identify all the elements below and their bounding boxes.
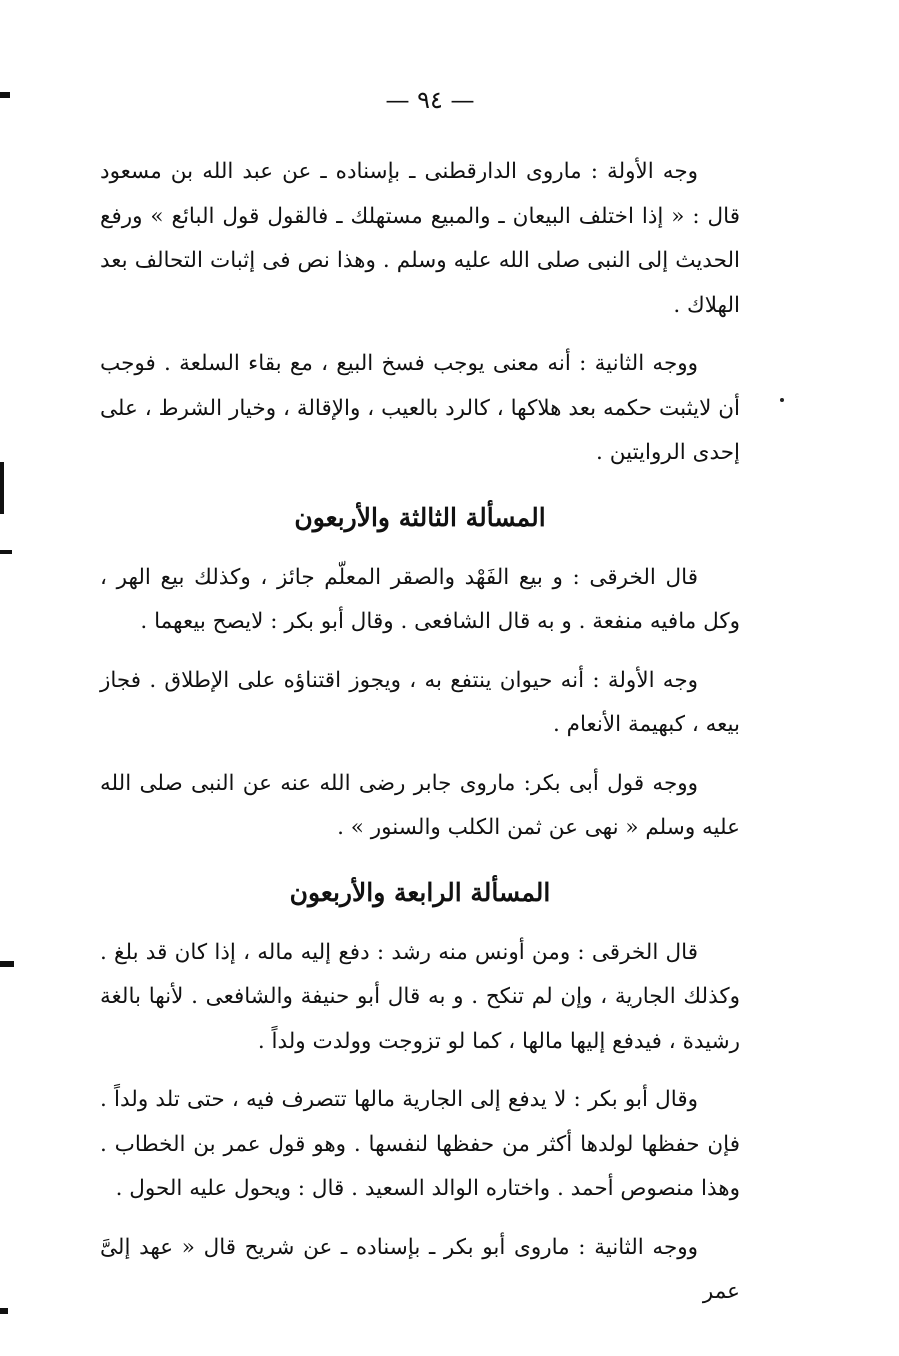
paragraph — [100, 150, 740, 328]
paragraph — [100, 931, 740, 1065]
paragraph-text: وجه الأولة : أنه حيوان ينتفع به ، ويجوز اقتناؤه على الإطلاق . فجاز بيعه ، كبهيمة الأنعام . — [100, 667, 740, 737]
paragraph-text: ووجه الثانية : ماروى أبو بكر ـ بإسناده ـ عن شريح قال « عهد إلىَّ عمر — [100, 1234, 740, 1304]
scan-edge-mark — [0, 961, 14, 967]
section-heading: المسألة الرابعة والأربعون — [289, 877, 551, 907]
scan-edge-mark — [0, 550, 12, 554]
paragraph — [100, 556, 740, 645]
paragraph-text: ووجه قول أبى بكر: ماروى جابر رضى الله عنه عن النبى صلى الله عليه وسلم « نهى عن ثمن الكلب والسنور » . — [100, 770, 740, 840]
scan-speck — [780, 398, 784, 402]
paragraph — [100, 1078, 740, 1212]
paragraph-text: وقال أبو بكر : لا يدفع إلى الجارية مالها تتصرف فيه ، حتى تلد ولداً . فإن حفظها لولدها أكثر من حفظها لنفسها . وهو قول عمر بن الخطاب . وهذا منصوص أحمد . واختاره الوالد السعيد . قال : ويحول عليه الحول . — [100, 1087, 740, 1201]
text-column — [100, 150, 740, 1329]
paragraph — [100, 762, 740, 851]
paragraph — [100, 1226, 740, 1315]
paragraph — [100, 342, 740, 476]
paragraph-text: ووجه الثانية : أنه معنى يوجب فسخ البيع ، مع بقاء السلعة . فوجب أن لايثبت حكمه بعد هلاكها ، كالرد بالعيب ، والإقالة ، وخيار الشرط ، على إحدى الروايتين . — [100, 351, 740, 465]
scan-edge-mark — [0, 462, 4, 514]
paragraph-text: قال الخرقى : و بيع الفَهْد والصقر المعلّم جائز ، وكذلك بيع الهر ، وكل مافيه منفعة . و به قال الشافعى . وقال أبو بكر : لايصح بيعهما . — [100, 564, 740, 634]
scan-edge-mark — [0, 92, 10, 98]
page-number: — ٩٤ — — [385, 86, 475, 114]
scan-edge-mark — [0, 1308, 8, 1314]
section-heading: المسألة الثالثة والأربعون — [294, 502, 546, 532]
paragraph-text: قال الخرقى : ومن أونس منه رشد : دفع إليه ماله ، إذا كان قد بلغ . وكذلك الجارية ، وإن لم تنكح . و به قال أبو حنيفة والشافعى . لأنها بالغة رشيدة ، فيدفع إليها مالها ، كما لو تزوجت وولدت ولداً . — [100, 939, 740, 1054]
paragraph-text: وجه الأولة : ماروى الدارقطنى ـ بإسناده ـ عن عبد الله بن مسعود قال : « إذا اختلف البيعان ـ والمبيع مستهلك ـ فالقول قول البائع » ورفع الحديث إلى النبى صلى الله عليه وسلم . وهذا نص فى إثبات التحالف بعد الهلاك . — [100, 159, 740, 318]
paragraph — [100, 659, 740, 748]
